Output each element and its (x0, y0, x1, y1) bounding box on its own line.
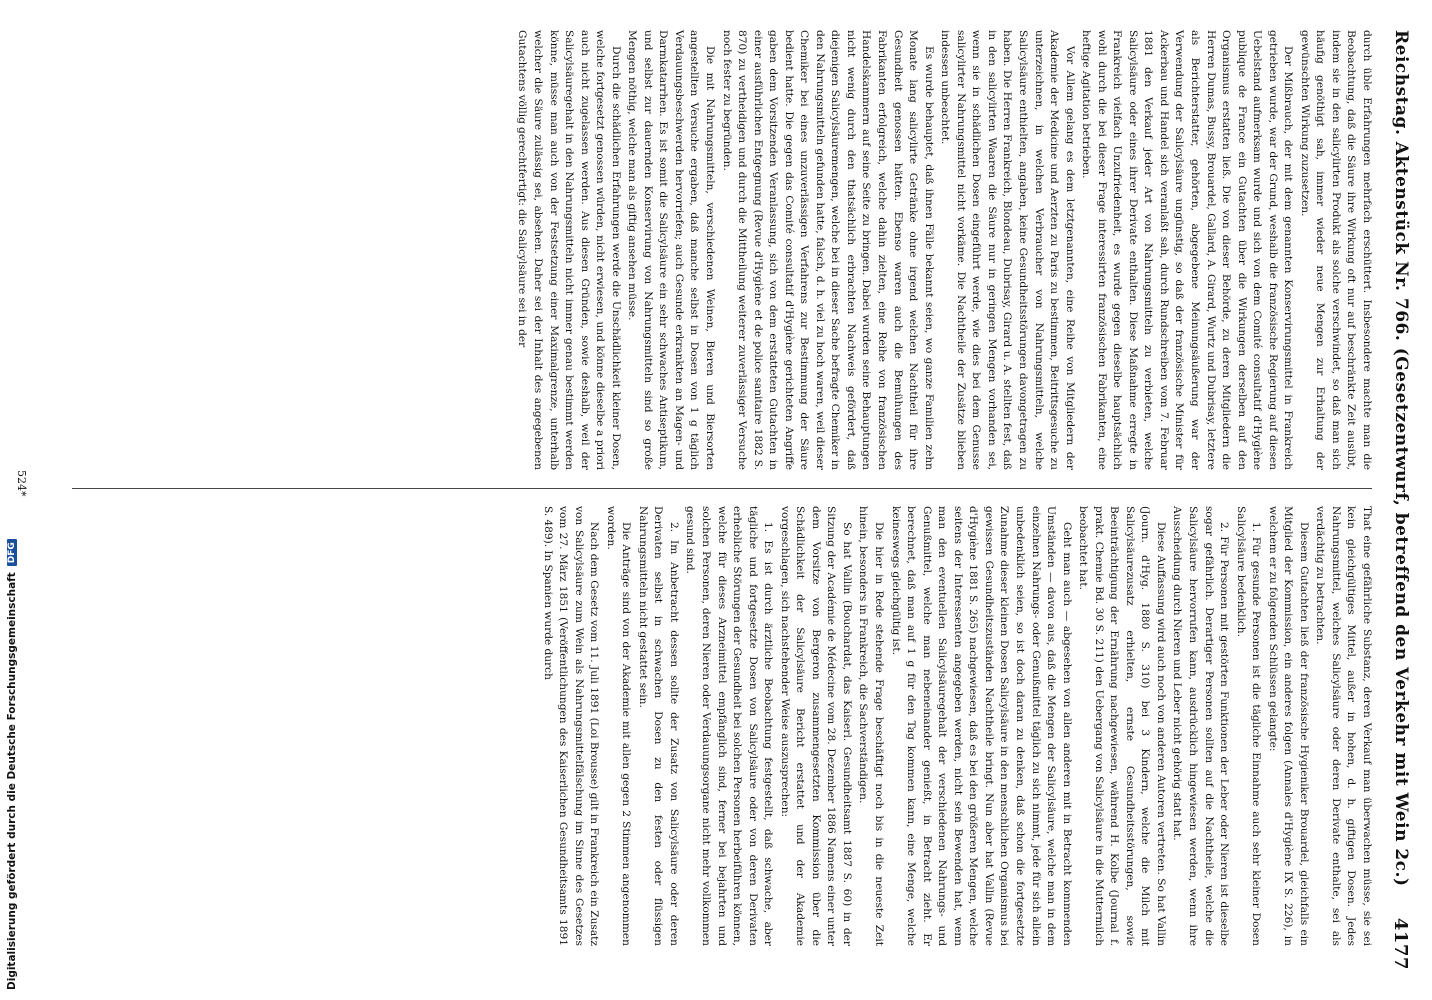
paragraph: Es wurde behauptet, daß ihnen Fälle bekannt seien, wo ganze Familien zehn Monate lang salicylirte Getränke ohne irgend welchen Nachtheil für ihre Gesundheit genossen hätten. Ebenso waren auch die Bemühungen des Fabrikanten erfolgreich, welche dahin zielten, eine Reihe von französischen Handelskammern auf seine Seite zu bringen. Dabei wurden seine Behauptungen nicht wenig durch den thatsächlich erbrachten Nachweis gefördert, daß diejenigen Salicylsäuremengen, welche bei in dieser Sache befragte Chemiker in den Nahrungsmitteln gefunden hatte, falsch, d. h. viel zu hoch waren, weil dieser Chemiker bei eines unzuverlässigen Verfahrens zur Bestimmung der Säure bedient hatte. Die gegen das Comité consultatif d'Hygiène gerichteten Angriffe gaben dem Vorsitzenden Veranlassung, sich von dem erstatteten Gutachten in einer ausführlichen Entgegnung (Revue d'Hygiène et de police sanitaire 1882 S. 870) zu vertheidigen und durch die Mittheilung weiterer zuverlässiger Versuche noch fester zu begründen. (720, 30, 935, 470)
page-header (1384, 30, 1418, 970)
column-divider (72, 488, 1372, 489)
watermark-text: Digitalisierung gefördert durch die Deutsche Forschungsgemeinschaft (6, 572, 18, 990)
paragraph: Diese Auffassung wird auch noch von anderen Autoren vertreten. So hat Vallin (Journ. d'Hyg. 1880 S. 310) bei 3 Kindern, welche die Milch mit Salicylsäurezusatz erhielten, ernste Gesundheitsstörungen, sowie Beeinträchtigung der Ernährung nachgewiesen, während H. Kolbe (Journal f. prakt. Chemie Bd. 30 S. 211) den Uebergang von Salicylsäure in die Muttermilch beobachtet hat. (1077, 506, 1167, 946)
paragraph: 2. Im Anbetracht dessen sollte der Zusatz von Salicylsäure oder deren Derivaten selbst in schwachen Dosen zu den festen oder flüssigen Nahrungsmitteln nicht gestattet sein. (636, 506, 680, 946)
paragraph: That eine gefährliche Substanz, deren Verkauf man überwachen müsse, sie sei kein gleichgültiges Mittel, außer in hohen, d. h. giftigen Dosen. Jedes Nahrungsmittel, welches Salicylsäure oder deren Derivate enthalte, sei als verdächtig zu betrachten. (1314, 506, 1373, 946)
paragraph: Der Mißbrauch, der mit dem genannten Konservirungsmittel in Frankreich getrieben wurde, war der Grund, weshalb die französische Regierung auf diesen Uebelstand aufmerksam wurde und sich von dem Comité consultatif d'Hygiène publique de France ein Gutachten über die Wirkungen derselben auf den Organismus erstatten ließ. Die von dieser Behörde, zu deren Mitgliedern die Herren Dumas, Bussy, Brouardel, Gallard, A. Girard, Wurtz und Dubrisay, letztere als Berichterstatter, gehörten, abgegebene Meinungsäußerung war der Verwendung der Salicylsäure ungünstig, so daß der französische Minister für Ackerbau und Handel sich veranlaßt sah, durch Rundschreiben vom 7. Februar 1881 den Verkauf jeder Art von Nahrungsmitteln zu verbieten, welche Salicylsäure oder eines ihrer Derivate enthalten. Diese Maßnahme erregte in Frankreich vielfach Unzufriedenheit, es wurde gegen dieselbe hauptsächlich wohl durch die bei dieser Frage interessirten französischen Fabrikanten, eine heftige Agitation betrieben. (1080, 30, 1295, 470)
page-title: Reichstag. Aktenstück Nr. 766. (Gesetzentwurf, betreffend den Verkehr mit Wein 2c.) (1391, 30, 1411, 887)
dfg-logo-icon: DFG (7, 539, 17, 566)
paragraph: Diesem Gutachten ließ der französische Hygieniker Brouardel, gleichfalls ein Mitglied der Kommission, ein anderes folgen (Annales d'Hygiène IX S. 226), in welchem er zu folgenden Schlüssen gelangte: (1266, 506, 1310, 946)
page-number: 4177 (1390, 917, 1412, 970)
paragraph: Die hier in Rede stehende Frage beschäftigt noch bis in die neueste Zeit hinein, besonders in Frankreich, die Sachverständigen. (857, 506, 886, 946)
paragraph: Nach dem Gesetz vom 11. Juli 1891 (Loi Brousse) gilt in Frankreich ein Zusatz von Salicylsäure zum Wein als Nahrungsmittelfälschung im Sinne des Gesetzes vom 27. März 1851 (Veröffentlichungen des Kaiserlichen Gesundheitsamts 1891 S. 489). In Spanien wurde durch (541, 506, 601, 946)
paragraph: 1. Es ist durch ärztliche Beobachtung festgestellt, daß schwache, aber tägliche und fortgesetzte Dosen von Salicylsäure oder von deren Derivaten erhebliche Störungen der Gesundheit bei solchen Personen herbeiführen können, welche für dieses Arzneimittel empfänglich sind, ferner bei bejahrten und solchen Personen, deren Nieren oder Verdauungsorgane nicht mehr vollkommen gesund sind. (684, 506, 775, 946)
paragraph: 1. Für gesunde Personen ist die tägliche Einnahme auch sehr kleiner Dosen Salicylsäure bedenklich. (1234, 506, 1263, 946)
paragraph: Vor Allem gelang es dem letztgenannten, eine Reihe von Mitgliedern der Akademie der Medicine und Aerzten zu Paris zu bestimmen, Beitrittsgesuche zu unterzeichnen, in welchen Verbraucher von Nahrungsmitteln, welche Salicylsäure enthielten, angaben, keine Gesundheitsstörungen davongetragen zu haben. Die Herren Frankreich, Blondeau, Dubrisay, Girard u. A. stellten fest, daß in den salicylirten Waaren die Säure nur in geringen Mengen vorhanden sei, wenn sie in schädlichen Dosen eingeführt werde, wie dies bei dem Genusse salicylirter Nahrungsmittel nicht vorkäme. Die Nachtheile der Zusätze blieben indessen unbeachtet. (939, 30, 1076, 470)
left-column (74, 30, 1374, 470)
paragraph: So hat Vallin (Bouchardat, das Kaiserl. Gesundheitsamt 1887 S. 60) in der Sitzung der Académie de Médecine vom 28. Dezember 1886 Namens einer unter dem Vorsitze von Bergeron zusammengesetzten Kommission über die Schädlichkeit der Salicylsäure Bericht erstattet und der Akademie vorgeschlagen, sich nachstehender Weise auszusprechen: (778, 506, 853, 946)
right-column (541, 506, 1374, 946)
paragraph: 2. Für Personen mit gestörten Funktionen der Leber oder Nieren ist dieselbe sogar gefährlich. Derartiger Personen sollten auf die Nachtheile, welche die Salicylsäure hervorrufen kann, ausdrücklich hingewiesen werden, wenn ihre Ausscheidung durch Nieren und Leber nicht gehörig statt hat. (1171, 506, 1231, 946)
paragraph: Die mit Nahrungsmitteln, verschiedenen Weinen, Bieren und Biersorten angestellten Versuche ergaben, daß manche selbst in Dosen von 1 g täglich Verdauungsbeschwerden hervorriefen; auch Gesunde erkrankten an Magen- und Darmkatarrhen. Es ist somit die Salicylsäure ein sehr schwaches Antiseptikum, und selbst zur dauernden Konservirung von Nahrungsmitteln sind so große Mengen nöthig, welche man als giftig ansehen müsse. (626, 30, 717, 470)
paragraph: Durch die schädlichen Erfahrungen werde die Unschädlichkeit kleiner Dosen, welche fortgesetzt genossen würden, nicht erwiesen, und könne dieselbe a priori auch nicht zugelassen werden. Aus diesen Gründen, sowie deshalb, weil der Salicylsäuregehalt in den Nahrungsmitteln nicht immer genau bestimmt werden könne, müsse man auch von der Festsetzung einer Maximalgrenze, unterhalb welcher die Säure zulässig sei, absehen. Daher sei der Inhalt des angegebenen Gutachtens völlig gerechtfertigt: die Salicylsäure sei in der (516, 30, 622, 470)
paragraph: Die Anträge sind von der Akademie mit allen gegen 2 Stimmen angenommen worden. (604, 506, 633, 946)
paragraph: durch üble Erfahrungen mehrfach erschüttert. Insbesondere machte man die Beobachtung, daß die Säure ihre Wirkung oft nur auf beschränkte Zeit ausübt, indem sie in den salicylirten Produkt als solche verschwindet, so daß man sich häufig genöthigt sah, immer wieder neue Mengen zur Erhaltung der gewünschten Wirkung zuzusetzen. (1298, 30, 1373, 470)
signature-mark: 524* (15, 470, 28, 497)
paragraph: Geht man auch — abgesehen von allen anderen mit in Betracht kommenden Umständen — davon aus, daß die Mengen der Salicylsäure, welche man in dem einzelnen Nahrungs- oder Genußmittel täglich zu sich nimmt, jede für sich allein unbedenklich seien, so ist doch daran zu denken, daß schon die fortgesetzte Zunahme dieser kleinen Dosen Salicylsäure in den menschlichen Organismus bei gewissen Gesundheitszuständen Nachtheile bringt. Nun aber hat Vallin (Revue d'Hygiène 1881 S. 265) nachgewiesen, daß es bei den größeren Mengen, welche seitens der Interessenten angegeben werden, nicht sein Bewenden hat, wenn man den eventuellen Salicylsäuregehalt der verschiedenen Nahrungs- und Genußmittel, welche man nebeneinander genießt, in Betracht zieht. Er berechnet, daß man auf 1 g für den Tag kommen kann, eine Menge, welche keineswegs gleichgültig ist. (889, 506, 1073, 946)
